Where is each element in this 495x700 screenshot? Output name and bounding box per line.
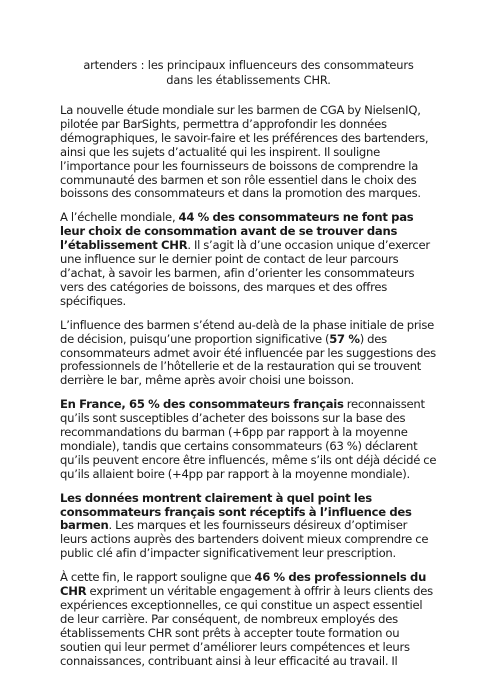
highlight-text: 44 % des consommateurs ne font pas leur choix de consommation avant de se trouver dans l’établissement CHR: [60, 210, 414, 253]
document-title: [60, 58, 437, 88]
paragraph-text: . Les marques et les fournisseurs désireux d’optimiser leurs actions auprès des bartenders doivent mieux comprendre ce public clé afin d’impacter significativement leur prescription.: [60, 518, 429, 561]
paragraph-text: ) des consommateurs admet avoir été influencée par les suggestions des professionnels de l’hôtellerie et de la restauration qui se trouvent derrière le bar, même après avoir choisi une boisson.: [60, 331, 436, 388]
paragraph-receptive: [60, 492, 437, 562]
paragraph-france: [60, 398, 437, 481]
paragraph-text: L’influence des barmen s’étend au-delà de la phase initiale de prise de décision, puisqu’une proportion significative (: [60, 317, 435, 346]
paragraph-intro: [60, 104, 437, 201]
paragraph-text: À cette fin, le rapport souligne que: [60, 570, 255, 585]
paragraph-influence: [60, 319, 437, 389]
paragraph-professionals: [60, 571, 437, 668]
title-line-2: dans les établissements CHR.: [166, 73, 331, 87]
paragraph-text: expriment un véritable engagement à offrir à leurs clients des expériences exceptionnelles, ce qui constitue un aspect essentiel de leur carrière. Par conséquent, de nombreux employés des établissements CHR sont prêts à accepter toute formation ou soutien qui leur permet d’améliorer leurs compétences et leurs connaissances, contribuant ainsi à leur efficacité au travail. Il: [60, 584, 433, 668]
highlight-text: 46 % des professionnels du CHR: [60, 570, 427, 599]
paragraph-global-stat: [60, 211, 437, 308]
highlight-text: 57 %: [329, 331, 360, 346]
paragraph-text: La nouvelle étude mondiale sur les barmen de CGA by NielsenIQ, pilotée par BarSights, permettra d’approfondir les données démographiques, le savoir-faire et les préférences des bartenders, ainsi que les sujets d’actualité qui les inspirent. Il souligne l’importance pour les fournisseurs de boissons de comprendre la communauté des barmen et son rôle essentiel dans le choix des boissons des consommateurs et dans la promotion des marques.: [60, 103, 429, 201]
title-line-1: artenders : les principaux influenceurs des consommateurs: [83, 58, 414, 72]
paragraph-text: reconnaissent qu’ils sont susceptibles d’acheter des boissons sur la base des recommandations du barman (+6pp par rapport à la moyenne mondiale), tandis que certains consommateurs (63 %) déclarent qu’ils peuvent encore être influencés, même s’ils ont déjà décidé ce qu’ils allaient boire (+4pp par rapport à la moyenne mondiale).: [60, 397, 437, 481]
paragraph-text: . Il s’agit là d’une occasion unique d’exercer une influence sur le dernier point de contact de leur parcours d’achat, à savoir les barmen, afin d’orienter les consommateurs vers des catégories de boissons, des marques et des offres spécifiques.: [60, 238, 430, 308]
highlight-text: En France, 65 % des consommateurs français: [60, 397, 344, 412]
highlight-text: Les données montrent clairement à quel point les consommateurs français sont réceptifs à l’influence des barmen: [60, 490, 412, 533]
paragraph-text: A l’échelle mondiale,: [60, 210, 179, 225]
